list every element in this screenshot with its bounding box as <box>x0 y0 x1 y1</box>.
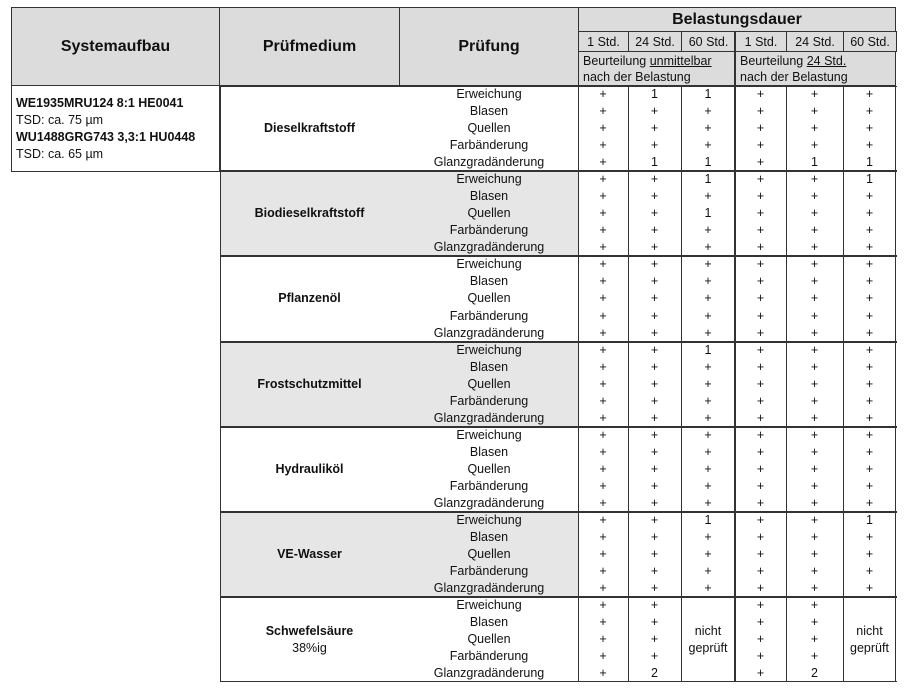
test-name: Farbänderung <box>449 308 529 323</box>
rating-cell: + <box>756 478 765 493</box>
rating-cell: + <box>756 410 765 425</box>
rating-cell: + <box>756 257 765 272</box>
rating-cell: + <box>810 598 819 613</box>
rating-cell: + <box>599 376 607 391</box>
rating-cell: + <box>756 240 765 255</box>
rating-cell: + <box>865 376 874 391</box>
rating-cell: + <box>756 632 765 647</box>
rating-cell: + <box>599 257 607 272</box>
medium-cell <box>220 256 399 341</box>
medium-cell <box>220 86 399 171</box>
rating-cell: + <box>650 223 659 238</box>
rating-cell: + <box>704 291 712 306</box>
rating-cell: + <box>650 530 659 545</box>
rating-cell: + <box>650 308 659 323</box>
rating-cell: + <box>599 564 607 579</box>
medium-name: Schwefelsäure <box>265 623 354 638</box>
rating-cell: + <box>810 564 819 579</box>
rating-cell: + <box>756 581 765 596</box>
rating-cell: + <box>599 104 607 119</box>
rating-cell: + <box>599 155 607 170</box>
rating-cell: + <box>865 325 874 340</box>
header-test <box>399 7 579 86</box>
rating-cell: + <box>650 478 659 493</box>
medium-cell <box>220 342 399 427</box>
rating-cell: + <box>810 291 819 306</box>
test-name: Glanzgradänderung <box>433 410 545 425</box>
rating-cell: + <box>704 189 712 204</box>
rating-cell: + <box>865 104 874 119</box>
rating-cell: + <box>704 376 712 391</box>
rating-cell: + <box>865 342 874 357</box>
note-after-24h-suffix: nach der Belastung <box>740 70 848 84</box>
rating-cell: + <box>650 189 659 204</box>
rating-cell: + <box>810 649 819 664</box>
test-name: Blasen <box>469 104 509 119</box>
rating-cell: + <box>756 155 765 170</box>
rating-cell: + <box>756 393 765 408</box>
test-name: Farbänderung <box>449 393 529 408</box>
rating-cell: 1 <box>866 155 873 170</box>
rating-cell: 1 <box>651 155 658 170</box>
rating-cell: + <box>704 581 712 596</box>
grid-line <box>843 86 844 682</box>
system-line-1: WE1935MRU124 8:1 HE0041 <box>16 96 184 110</box>
rating-cell: + <box>865 478 874 493</box>
rating-cell: + <box>810 172 819 187</box>
rating-cell: + <box>650 581 659 596</box>
test-name: Blasen <box>469 274 509 289</box>
rating-cell: + <box>810 495 819 510</box>
test-name: Glanzgradänderung <box>433 666 545 681</box>
rating-cell: + <box>650 513 659 527</box>
rating-cell: + <box>599 598 607 613</box>
rating-cell: + <box>756 444 765 459</box>
rating-cell: + <box>756 308 765 323</box>
medium-name: Frostschutzmittel <box>257 376 362 391</box>
rating-cell: + <box>704 478 712 493</box>
grid-line-thick <box>734 31 736 682</box>
rating-cell: + <box>704 359 712 374</box>
test-name: Quellen <box>467 547 511 562</box>
rating-cell: + <box>865 121 874 136</box>
header-time-2: 60 Std. <box>681 31 736 52</box>
grid-line <box>895 86 896 682</box>
test-name: Farbänderung <box>449 649 529 664</box>
rating-cell: + <box>650 393 659 408</box>
note-immediate-underlined: unmittelbar <box>649 54 712 68</box>
rating-cell: + <box>599 615 607 630</box>
rating-cell: + <box>599 359 607 374</box>
rating-cell: + <box>810 240 819 255</box>
rating-cell: + <box>810 223 819 238</box>
test-name: Glanzgradänderung <box>433 495 545 510</box>
rating-cell: + <box>599 87 607 101</box>
rating-cell: + <box>865 393 874 408</box>
rating-cell: + <box>704 410 712 425</box>
not-tested-label: nicht geprüft <box>850 623 889 655</box>
rating-cell: + <box>865 564 874 579</box>
rating-cell: + <box>599 478 607 493</box>
header-time-5: 60 Std. <box>843 31 897 52</box>
rating-cell: + <box>865 410 874 425</box>
rating-cell: + <box>810 87 819 101</box>
group-top-line <box>220 342 897 343</box>
rating-cell: + <box>810 104 819 119</box>
grid-line <box>628 86 629 682</box>
rating-cell: + <box>650 342 659 357</box>
rating-cell: + <box>650 376 659 391</box>
rating-cell: + <box>756 666 765 681</box>
note-immediate-suffix: nach der Belastung <box>583 70 691 84</box>
test-name: Quellen <box>467 206 511 221</box>
rating-cell: + <box>865 240 874 255</box>
medium-name: VE-Wasser <box>277 547 342 562</box>
rating-cell: + <box>810 581 819 596</box>
rating-cell: + <box>756 547 765 562</box>
rating-cell: + <box>650 564 659 579</box>
rating-cell: + <box>650 172 659 187</box>
rating-cell: + <box>756 513 765 527</box>
rating-cell: + <box>756 461 765 476</box>
rating-cell: 1 <box>866 172 873 187</box>
rating-cell: + <box>810 393 819 408</box>
rating-cell: + <box>810 478 819 493</box>
medium-cell <box>220 597 399 682</box>
rating-cell: + <box>865 495 874 510</box>
test-name: Quellen <box>467 632 511 647</box>
rating-cell: + <box>599 223 607 238</box>
rating-cell: + <box>650 649 659 664</box>
test-name: Quellen <box>467 121 511 136</box>
system-line-4: TSD: ca. 65 µm <box>16 147 104 161</box>
rating-cell: + <box>756 189 765 204</box>
rating-cell: + <box>756 291 765 306</box>
rating-cell: + <box>704 325 712 340</box>
note-immediate <box>578 51 736 86</box>
rating-cell: + <box>810 615 819 630</box>
rating-cell: + <box>810 461 819 476</box>
rating-cell: + <box>865 427 874 442</box>
rating-cell: + <box>704 461 712 476</box>
rating-cell: + <box>650 138 659 153</box>
rating-cell: + <box>704 564 712 579</box>
rating-cell: + <box>756 121 765 136</box>
note-after-24h <box>735 51 896 86</box>
medium-cell <box>220 427 399 512</box>
rating-cell: + <box>650 461 659 476</box>
rating-cell: + <box>704 274 712 289</box>
rating-cell: + <box>650 632 659 647</box>
rating-cell: + <box>650 206 659 221</box>
rating-cell: + <box>599 632 607 647</box>
test-name: Erweichung <box>456 87 522 101</box>
rating-cell: + <box>865 87 874 101</box>
rating-cell: + <box>704 530 712 545</box>
test-name: Glanzgradänderung <box>433 325 545 340</box>
rating-cell: + <box>599 427 607 442</box>
not-tested-label: nicht geprüft <box>688 623 728 655</box>
grid-line <box>220 86 221 682</box>
rating-cell: + <box>756 274 765 289</box>
rating-cell: + <box>756 495 765 510</box>
rating-cell: 1 <box>704 206 712 221</box>
rating-cell: + <box>599 547 607 562</box>
rating-cell: + <box>865 581 874 596</box>
rating-cell: + <box>650 240 659 255</box>
rating-cell: + <box>704 308 712 323</box>
rating-cell: + <box>810 376 819 391</box>
group-top-line <box>220 427 897 428</box>
header-time-1: 24 Std. <box>628 31 682 52</box>
test-name: Farbänderung <box>449 223 529 238</box>
rating-cell: + <box>704 240 712 255</box>
rating-cell: + <box>810 530 819 545</box>
rating-cell: + <box>756 359 765 374</box>
test-name: Farbänderung <box>449 564 529 579</box>
header-time-4: 24 Std. <box>786 31 844 52</box>
rating-cell: + <box>865 291 874 306</box>
rating-cell: + <box>650 104 659 119</box>
rating-cell: + <box>756 206 765 221</box>
rating-cell: + <box>599 581 607 596</box>
test-name: Glanzgradänderung <box>433 581 545 596</box>
test-name: Blasen <box>469 530 509 545</box>
rating-cell: + <box>650 615 659 630</box>
rating-cell: + <box>810 427 819 442</box>
rating-cell: + <box>704 427 712 442</box>
rating-cell: + <box>756 564 765 579</box>
medium-name: Dieselkraftstoff <box>264 121 355 136</box>
note-immediate-prefix: Beurteilung <box>583 54 650 68</box>
medium-concentration: 38%ig <box>292 640 327 655</box>
rating-cell: + <box>599 138 607 153</box>
test-name: Farbänderung <box>449 478 529 493</box>
rating-cell: + <box>810 121 819 136</box>
header-duration <box>578 7 896 32</box>
rating-cell: + <box>865 138 874 153</box>
group-top-line <box>220 256 897 257</box>
medium-name: Biodieselkraftstoff <box>254 206 365 221</box>
header-system-structure <box>11 7 220 86</box>
rating-cell: + <box>599 666 607 681</box>
rating-cell: + <box>810 308 819 323</box>
rating-cell: + <box>810 547 819 562</box>
test-name: Erweichung <box>456 172 522 187</box>
rating-cell: + <box>810 257 819 272</box>
rating-cell: + <box>810 325 819 340</box>
medium-cell <box>220 512 399 597</box>
rating-cell: + <box>756 104 765 119</box>
rating-cell: + <box>599 308 607 323</box>
rating-cell: + <box>756 598 765 613</box>
rating-cell: + <box>599 393 607 408</box>
rating-cell: 1 <box>651 87 658 101</box>
rating-cell: + <box>704 495 712 510</box>
rating-cell: 2 <box>651 666 658 681</box>
rating-cell: + <box>756 376 765 391</box>
rating-cell: + <box>650 547 659 562</box>
note-after-24h-prefix: Beurteilung <box>740 54 807 68</box>
rating-cell: + <box>810 189 819 204</box>
rating-cell: + <box>865 530 874 545</box>
rating-cell: + <box>599 291 607 306</box>
test-name: Erweichung <box>456 513 522 527</box>
medium-name: Hydrauliköl <box>275 461 344 476</box>
header-time-0: 1 Std. <box>578 31 629 52</box>
rating-cell: + <box>599 172 607 187</box>
rating-cell: + <box>810 410 819 425</box>
rating-cell: + <box>599 342 607 357</box>
rating-cell: + <box>650 257 659 272</box>
rating-cell: + <box>704 121 712 136</box>
rating-cell: + <box>865 223 874 238</box>
test-name: Blasen <box>469 189 509 204</box>
rating-cell: + <box>756 172 765 187</box>
test-name: Quellen <box>467 291 511 306</box>
rating-cell: + <box>756 138 765 153</box>
rating-cell: 1 <box>811 155 818 170</box>
rating-cell: + <box>704 104 712 119</box>
rating-cell: + <box>810 359 819 374</box>
rating-cell: 1 <box>704 87 712 101</box>
group-top-line <box>220 597 897 598</box>
header-system-structure-label: Systemaufbau <box>60 37 171 55</box>
rating-cell: + <box>810 274 819 289</box>
rating-cell: + <box>599 189 607 204</box>
test-name: Blasen <box>469 359 509 374</box>
header-duration-label: Belastungsdauer <box>672 10 802 28</box>
rating-cell: + <box>810 513 819 527</box>
header-test-label: Prüfung <box>458 37 520 55</box>
rating-cell: + <box>650 121 659 136</box>
test-name: Erweichung <box>456 342 522 357</box>
rating-cell: + <box>650 325 659 340</box>
rating-cell: + <box>756 223 765 238</box>
rating-cell: 1 <box>704 342 712 357</box>
medium-name: Pflanzenöl <box>278 291 341 306</box>
grid-line <box>786 86 787 682</box>
rating-cell: 1 <box>704 172 712 187</box>
rating-cell: + <box>704 547 712 562</box>
test-name: Glanzgradänderung <box>433 155 545 170</box>
rating-cell: + <box>650 444 659 459</box>
rating-cell: + <box>599 121 607 136</box>
rating-cell: 2 <box>811 666 818 681</box>
test-name: Erweichung <box>456 598 522 613</box>
rating-cell: + <box>810 632 819 647</box>
rating-cell: + <box>865 359 874 374</box>
test-name: Glanzgradänderung <box>433 240 545 255</box>
rating-cell: + <box>650 274 659 289</box>
rating-cell: + <box>756 325 765 340</box>
note-after-24h-underlined: 24 Std. <box>806 54 847 68</box>
rating-cell: + <box>650 598 659 613</box>
rating-cell: + <box>599 410 607 425</box>
rating-cell: + <box>704 257 712 272</box>
system-line-3: WU1488GRG743 3,3:1 HU0448 <box>16 130 196 144</box>
rating-cell: + <box>599 649 607 664</box>
rating-cell: + <box>599 325 607 340</box>
rating-cell: + <box>865 308 874 323</box>
rating-cell: + <box>599 444 607 459</box>
test-name: Erweichung <box>456 427 522 442</box>
rating-cell: 1 <box>704 513 712 527</box>
test-name: Blasen <box>469 615 509 630</box>
rating-cell: + <box>756 530 765 545</box>
rating-cell: + <box>599 240 607 255</box>
group-top-line <box>220 86 897 87</box>
test-name: Erweichung <box>456 257 522 272</box>
rating-cell: + <box>704 393 712 408</box>
rating-cell: + <box>865 444 874 459</box>
test-name: Quellen <box>467 461 511 476</box>
rating-cell: + <box>810 342 819 357</box>
rating-cell: + <box>865 189 874 204</box>
rating-cell: + <box>810 444 819 459</box>
rating-cell: + <box>810 206 819 221</box>
medium-cell <box>220 171 399 256</box>
system-line-2: TSD: ca. 75 µm <box>16 113 104 127</box>
rating-cell: + <box>650 410 659 425</box>
rating-cell: + <box>756 615 765 630</box>
rating-cell: + <box>756 427 765 442</box>
rating-cell: + <box>599 206 607 221</box>
rating-cell: + <box>599 530 607 545</box>
rating-cell: + <box>599 461 607 476</box>
rating-cell: + <box>865 206 874 221</box>
rating-cell: + <box>599 495 607 510</box>
rating-cell: + <box>704 138 712 153</box>
rating-cell: + <box>865 257 874 272</box>
header-time-3: 1 Std. <box>735 31 787 52</box>
rating-cell: 1 <box>704 155 712 170</box>
test-name: Blasen <box>469 444 509 459</box>
not-tested-cell <box>681 597 735 682</box>
rating-cell: + <box>599 513 607 527</box>
test-name: Quellen <box>467 376 511 391</box>
rating-cell: + <box>650 495 659 510</box>
system-structure-cell <box>11 85 220 172</box>
grid-line <box>578 86 579 682</box>
rating-cell: + <box>756 649 765 664</box>
rating-cell: + <box>650 359 659 374</box>
group-top-line <box>220 512 897 513</box>
rating-cell: + <box>810 138 819 153</box>
header-test-medium-label: Prüfmedium <box>262 37 357 55</box>
rating-cell: + <box>865 274 874 289</box>
test-name: Farbänderung <box>449 138 529 153</box>
group-bottom-line <box>220 681 897 682</box>
rating-cell: + <box>865 547 874 562</box>
rating-cell: + <box>650 291 659 306</box>
rating-cell: + <box>650 427 659 442</box>
rating-cell: + <box>704 444 712 459</box>
rating-cell: + <box>756 87 765 101</box>
rating-cell: + <box>865 461 874 476</box>
not-tested-cell <box>843 597 896 682</box>
group-top-line <box>220 171 897 172</box>
rating-cell: + <box>756 342 765 357</box>
rating-cell: 1 <box>866 513 873 527</box>
header-test-medium <box>219 7 400 86</box>
rating-cell: + <box>704 223 712 238</box>
rating-cell: + <box>599 274 607 289</box>
grid-line <box>681 86 682 682</box>
